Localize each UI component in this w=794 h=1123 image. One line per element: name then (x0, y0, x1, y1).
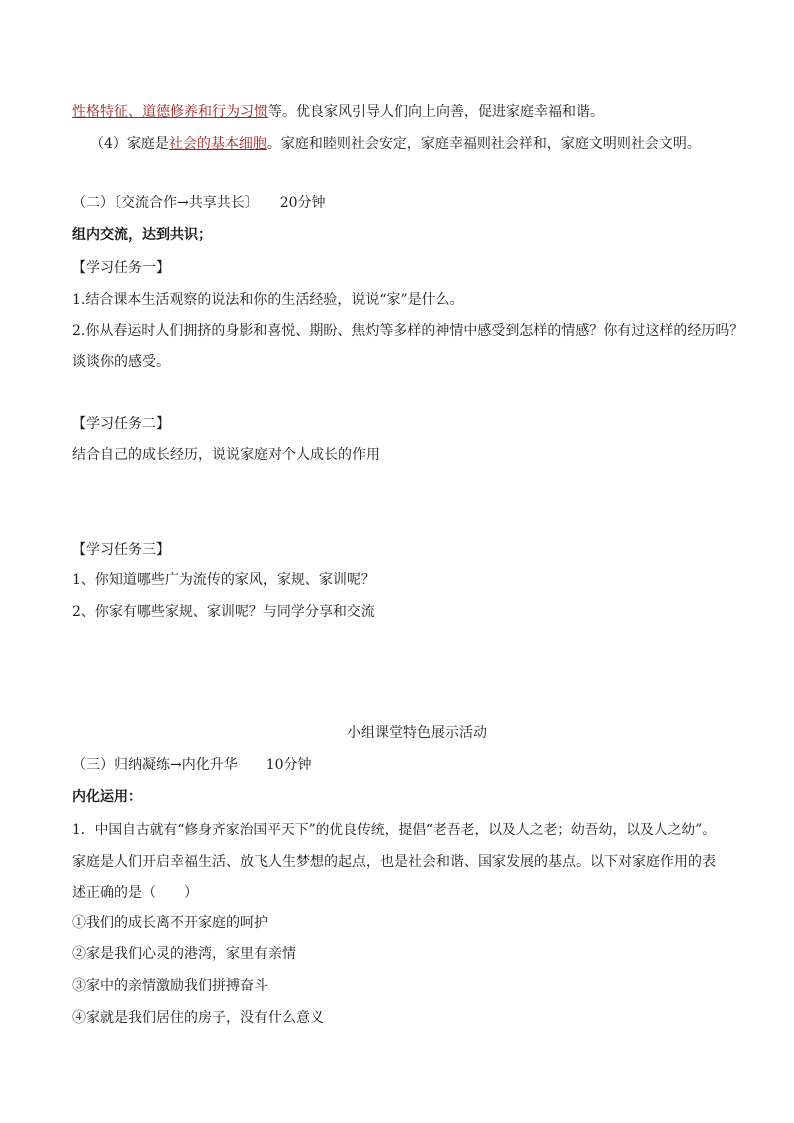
body-text: （4）家庭是 (90, 136, 169, 152)
task3-title: 【学习任务三】 (72, 542, 170, 558)
intro-line-1 (72, 102, 604, 122)
question-1-line-2: 家庭是人们开启幸福生活、放飞人生梦想的起点，也是社会和谐、国家发展的基点。以下对家庭作用的表 (72, 854, 716, 870)
section2-subheading: 组内交流，达到共识； (72, 227, 212, 243)
body-text: 。家庭和睦则社会安定，家庭幸福则社会祥和，家庭文明则社会文明。 (266, 136, 701, 152)
task1-item-2b: 谈谈你的感受。 (72, 354, 170, 370)
section3-subheading: 内化运用： (72, 789, 142, 805)
option-4: ④家就是我们居住的房子，没有什么意义 (72, 1010, 324, 1026)
activity-title: 小组课堂特色展示活动 (347, 725, 487, 741)
intro-line-2 (90, 134, 701, 154)
question-1-line-1: 1．中国自古就有“修身齐家治国平天下”的优良传统，提倡“老吾老，以及人之老；幼吾幼，以及人之幼”。 (72, 822, 717, 838)
task1-title: 【学习任务一】 (72, 260, 170, 276)
task2-title: 【学习任务二】 (72, 416, 170, 432)
highlight-text: 社会的基本细胞 (168, 136, 267, 152)
highlight-text: 性格特征、道德修养和行为习惯 (72, 104, 268, 120)
task1-item-1: 1.结合课本生活观察的说法和你的生活经验，说说“家”是什么。 (72, 292, 464, 308)
section2-heading: （二）〔交流合作→共享共长〕 20分钟 (72, 195, 326, 211)
task3-item-1: 1、你知道哪些广为流传的家风，家规、家训呢？ (72, 572, 375, 588)
section3-heading: （三）归纳凝练→内化升华 10分钟 (72, 757, 312, 773)
task1-item-2a: 2.你从春运时人们拥挤的身影和喜悦、期盼、焦灼等多样的神情中感受到怎样的情感？你有过这样的经历吗？ (72, 323, 744, 339)
task2-item-1: 结合自己的成长经历，说说家庭对个人成长的作用 (72, 447, 380, 463)
question-1-line-3: 述正确的是（ ） (72, 885, 198, 901)
option-2: ②家是我们心灵的港湾，家里有亲情 (72, 946, 296, 962)
option-3: ③家中的亲情激励我们拼搏奋斗 (72, 978, 268, 994)
option-1: ①我们的成长离不开家庭的呵护 (72, 915, 268, 931)
task3-item-2: 2、你家有哪些家规、家训呢？与同学分享和交流 (72, 604, 375, 620)
body-text: 等。优良家风引导人们向上向善，促进家庭幸福和谐。 (268, 104, 604, 120)
